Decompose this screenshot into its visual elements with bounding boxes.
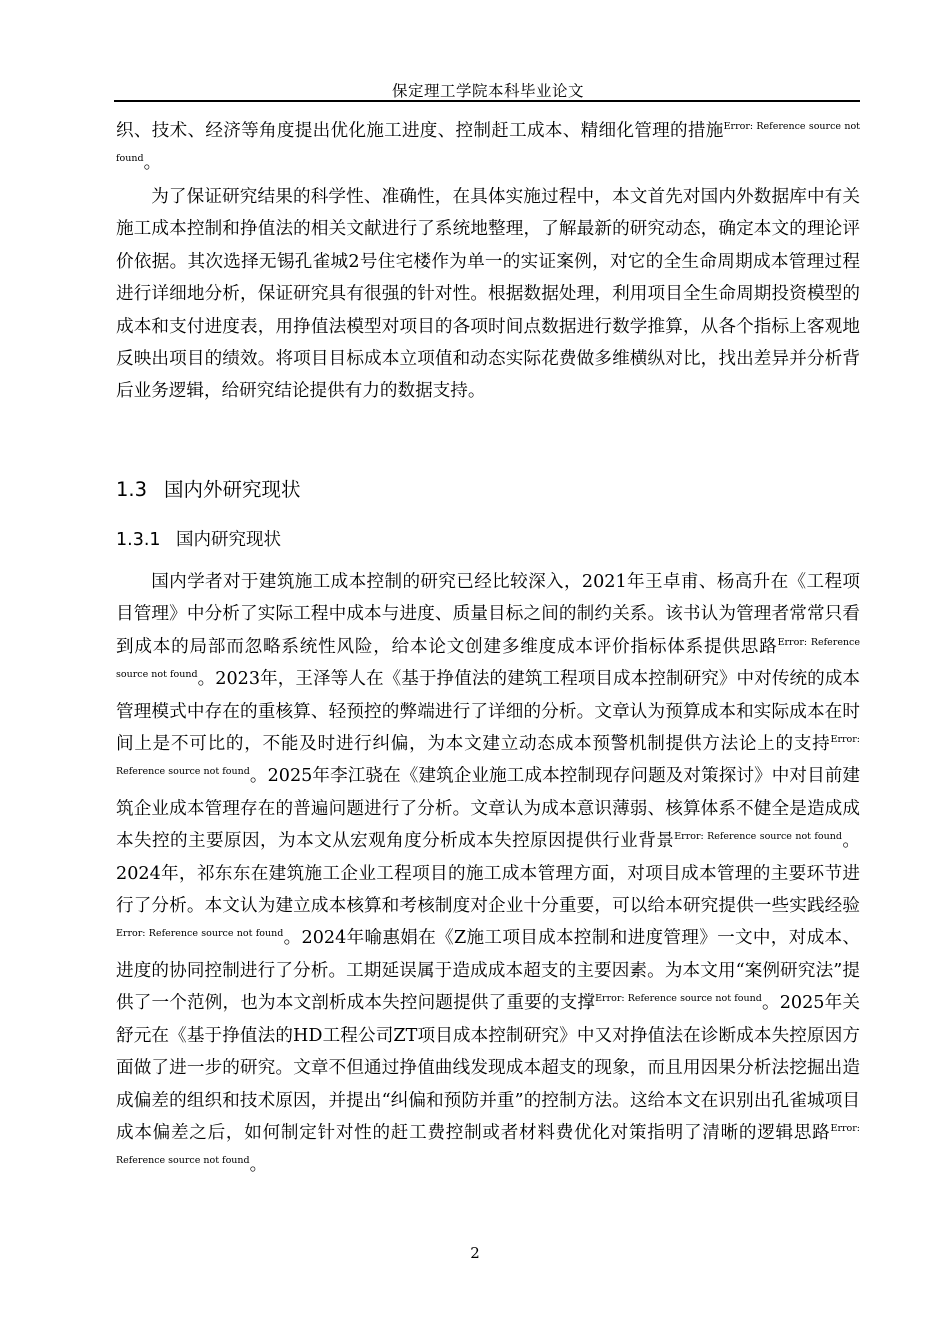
section-number: 1.3 <box>116 478 148 501</box>
intro-fragment-end: 。 <box>143 153 162 174</box>
intro-fragment-text: 织、技术、经济等角度提出优化施工进度、控制赶工成本、精细化管理的措施 <box>116 121 724 141</box>
domestic-sentence-3: 。2025年李江骁在《建筑企业施工成本控制现存问题及对策探讨》中对目前建筑企业成本管理存在的普遍问题进行了分析。文章认为成本意识薄弱、核算体系不健全是造成成本失控的主要原因，为本文从宏观角度分析成本失控原因提供行业背景 <box>116 766 860 852</box>
domestic-research-paragraph <box>116 566 860 1182</box>
section-title: 国内外研究现状 <box>164 478 301 501</box>
domestic-sentence-2: 。2023年，王泽等人在《基于挣值法的建筑工程项目成本控制研究》中对传统的成本管理模式中存在的重核算、轻预控的弊端进行了详细的分析。文章认为预算成本和实际成本在时间上是不可比的，不能及时进行纠偏，为本文建立动态成本预警机制提供方法论上的支持 <box>116 669 861 755</box>
method-paragraph: 为了保证研究结果的科学性、准确性，在具体实施过程中，本文首先对国内外数据库中有关施工成本控制和挣值法的相关文献进行了系统地整理，了解最新的研究动态，确定本文的理论评价依据。其次选择无锡孔雀城2号住宅楼作为单一的实证案例，对它的全生命周期成本管理过程进行详细地分析，保证研究具有很强的针对性。根据数据处理，利用项目全生命周期投资模型的成本和支付进度表，用挣值法模型对项目的各项时间点数据进行数学推算，从各个指标上客观地反映出项目的绩效。将项目目标成本立项值和动态实际花费做多维横纵对比，找出差异并分析背后业务逻辑，给研究结论提供有力的数据支持。 <box>116 187 860 402</box>
reference-error-note: Error: Reference source not found <box>116 636 860 681</box>
reference-error-note: Error: Reference source not found <box>116 121 860 165</box>
domestic-sentence-5: 。2024年喻惠娟在《Z施工项目成本控制和进度管理》一文中，对成本、进度的协同控制进行了分析。工期延误属于造成成本超支的主要因素。为本文用“案例研究法”提供了一个范例，也为本文剖析成本失控问题提供了重要的支撑 <box>116 928 860 1014</box>
intro-fragment-paragraph <box>116 115 860 180</box>
domestic-sentence-1: 国内学者对于建筑施工成本控制的研究已经比较深入，2021年王卓甫、杨高升在《工程项目管理》中分析了实际工程中成本与进度、质量目标之间的制约关系。该书认为管理者常常只看到成本的局部而忽略系统性风险，给本论文创建多维度成本评价指标体系提供思路 <box>116 572 860 657</box>
subsection-number: 1.3.1 <box>116 530 161 550</box>
reference-error-note: Error: Reference source not found <box>116 928 284 940</box>
reference-error-note: Error: Reference source not found <box>116 1122 860 1167</box>
reference-error-note: Error: Reference source not found <box>116 734 860 778</box>
running-header: 保定理工学院本科毕业论文 <box>391 82 584 100</box>
page-number: 2 <box>470 1244 480 1262</box>
domestic-end: 。 <box>249 1155 268 1176</box>
reference-error-note: Error: Reference source not found <box>674 831 842 843</box>
domestic-sentence-6: 。2025年关舒元在《基于挣值法的HD工程公司ZT项目成本控制研究》中又对挣值法在诊断成本失控原因方面做了进一步的研究。文章不但通过挣值曲线发现成本超支的现象，而且用因果分析法挖掘出造成偏差的组织和技术原因，并提出“纠偏和预防并重”的控制方法。这给本文在识别出孔雀城项目成本偏差之后，如何制定针对性的赶工费控制或者材料费优化对策指明了清晰的逻辑思路 <box>116 993 860 1143</box>
header-rule <box>114 100 860 102</box>
subsection-title: 国内研究现状 <box>176 530 281 550</box>
section-heading <box>116 476 301 504</box>
reference-error-note: Error: Reference source not found <box>595 993 762 1005</box>
subsection-heading <box>116 527 281 553</box>
domestic-sentence-4: 。2024年，祁东东在建筑施工企业工程项目的施工成本管理方面，对项目成本管理的主要环节进行了分析。本文认为建立成本核算和考核制度对企业十分重要，可以给本研究提供一些实践经验 <box>116 831 860 917</box>
